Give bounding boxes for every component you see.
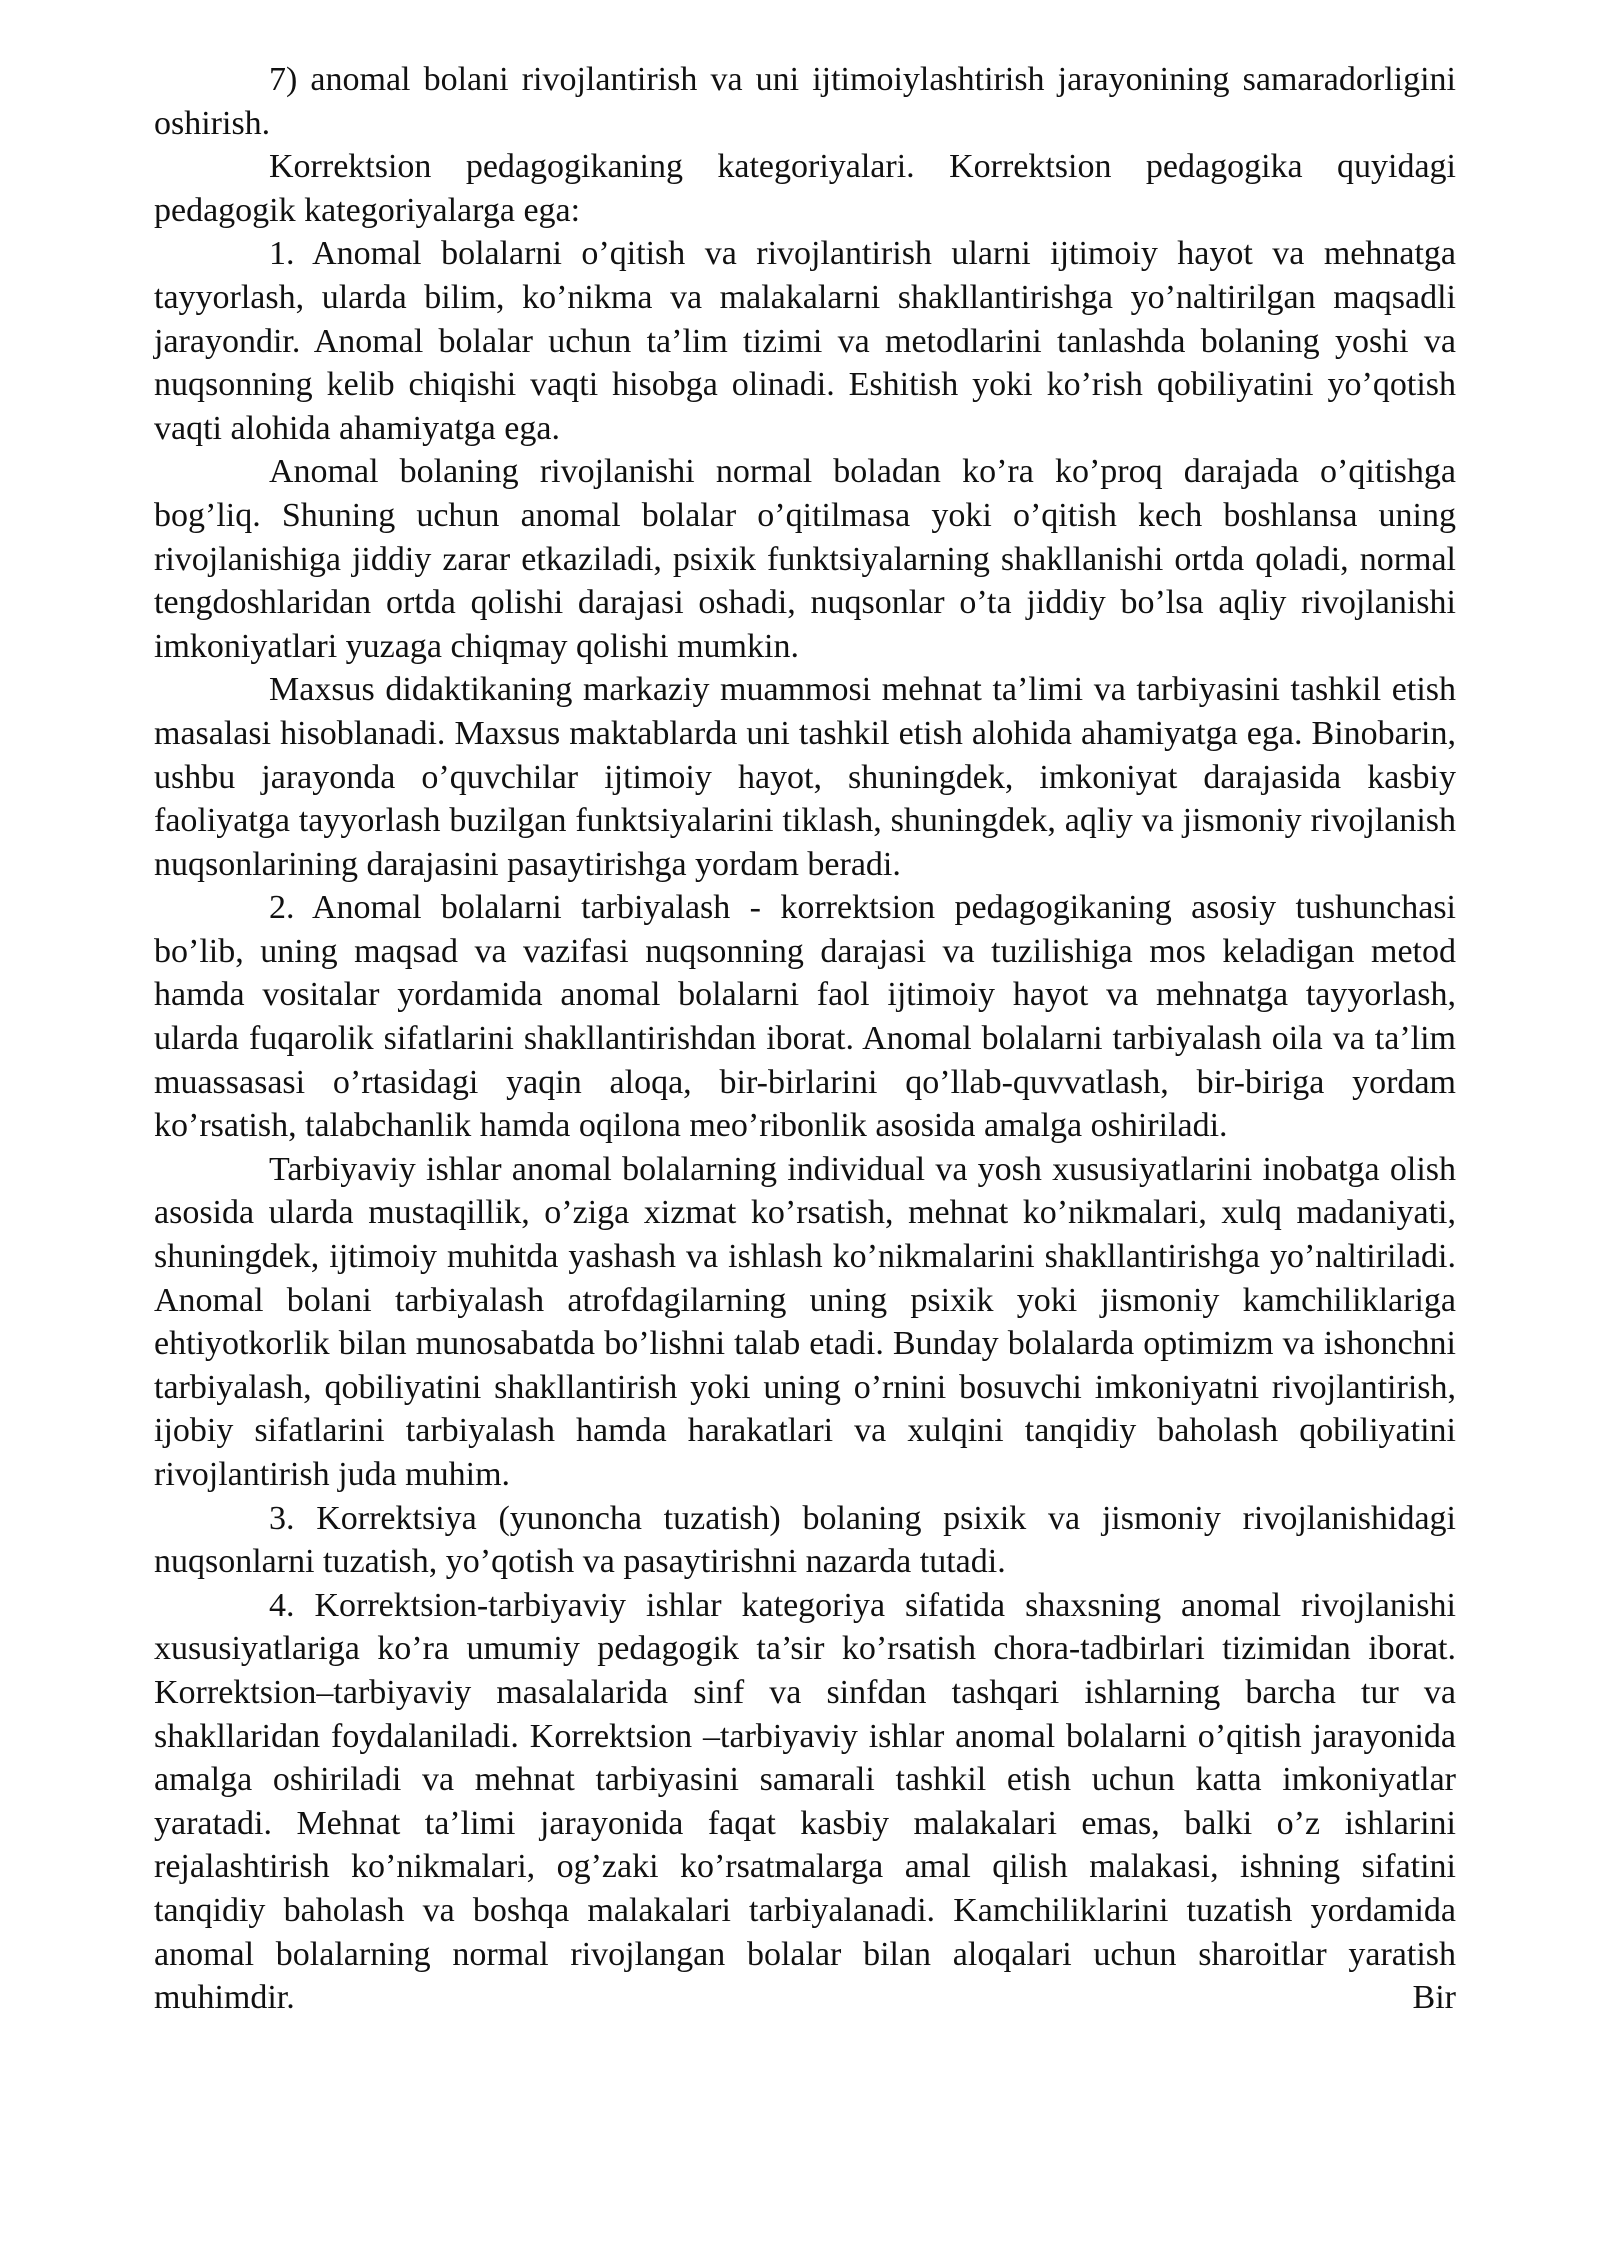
paragraph-development: Anomal bolaning rivojlanishi normal boladan ko’ra ko’proq darajada o’qitishga bog’liq. Shuning uchun anomal bolalar o’qitilmasa yoki o’qitish kech boshlansa uning rivojlanishiga jiddiy zarar etkaziladi, psixik funktsiyalarning shakllanishi ortda qoladi, normal tengdoshlaridan ortda qolishi darajasi oshadi, nuqsonlar o’ta jiddiy bo’lsa aqliy rivojlanishi imkoniyatlari yuzaga chiqmay qolishi mumkin. [154,453,1456,665]
paragraph-special-didactics: Maxsus didaktikaning markaziy muammosi mehnat ta’limi va tarbiyasini tashkil etish masalasi hisoblanadi. Maxsus maktablarda uni tashkil etish alohida ahamiyatga ega. Binobarin, ushbu jarayonda o’quvchilar ijtimoiy hayot, shuningdek, imkoniyat darajasida kasbiy faoliyatga tayyorlash buzilgan funktsiyalarini tiklash, shuningdek, aqliy va jismoniy rivojlanish nuqsonlarining darajasini pasaytirishga yordam beradi. [154,671,1456,883]
paragraph-category-1: 1. Anomal bolalarni o’qitish va rivojlantirish ularni ijtimoiy hayot va mehnatga tayyorlash, ularda bilim, ko’nikma va malakalarni shakllantirishga yo’naltirilgan maqsadli jarayondir. Anomal bolalar uchun ta’lim tizimi va metodlarini tanlashda bolaning yoshi va nuqsonning kelib chiqishi vaqti hisobga olinadi. Eshitish yoki ko’rish qobiliyatini yo’qotish vaqti alohida ahamiyatga ega. [154,235,1456,447]
paragraph-category-2: 2. Anomal bolalarni tarbiyalash - korrektsion pedagogikaning asosiy tushunchasi bo’lib, uning maqsad va vazifasi nuqsonning darajasi va tuzilishiga mos keladigan metod hamda vositalar yordamida anomal bolalarni faol ijtimoiy hayot va mehnatga tayyorlash, ularda fuqarolik sifatlarini shakllantirishdan iborat. Anomal bolalarni tarbiyalash oila va ta’lim muassasasi o’rtasidagi yaqin aloqa, bir-birlarini qo’llab-quvvatlash, bir-biriga yordam ko’rsatish, talabchanlik hamda oqilona meo’ribonlik asosida amalga oshiriladi. [154,889,1456,1145]
paragraph-educational-work: Tarbiyaviy ishlar anomal bolalarning individual va yosh xususiyatlarini inobatga olish asosida ularda mustaqillik, o’ziga xizmat ko’rsatish, mehnat ko’nikmalari, xulq madaniyati, shuningdek, ijtimoiy muhitda yashash va ishlash ko’nikmalarini shakllantirishga yo’naltiriladi. Anomal bolani tarbiyalash atrofdagilarning uning psixik yoki jismoniy kamchiliklariga ehtiyotkorlik bilan munosabatda bo’lishni talab etadi. Bunday bolalarda optimizm va ishonchni tarbiyalash, qobiliyatini shakllantirish yoki uning o’rnini bosuvchi imkoniyatni rivojlantirish, ijobiy sifatlarini tarbiyalash hamda harakatlari va xulqini tanqidiy baholash qobiliyatini rivojlantirish juda muhim. [154,1150,1456,1493]
paragraph-category-3: 3. Korrektsiya (yunoncha tuzatish) bolaning psixik va jismoniy rivojlanishidagi nuqsonlarni tuzatish, yo’qotish va pasaytirishni nazarda tutadi. [154,1499,1456,1581]
paragraph-goal-7: 7) anomal bolani rivojlantirish va uni ijtimoiylashtirish jarayonining samaradorligini oshirish. [154,61,1456,142]
document-page [154,58,1456,2020]
paragraph-categories-intro: Korrektsion pedagogikaning kategoriyalari. Korrektsion pedagogika quyidagi pedagogik kategoriyalarga ega: [154,148,1456,229]
paragraph-category-4: 4. Korrektsion-tarbiyaviy ishlar kategoriya sifatida shaxsning anomal rivojlanishi xususiyatlariga ko’ra umumiy pedagogik ta’sir ko’rsatish chora-tadbirlari tizimidan iborat. Korrektsion–tarbiyaviy masalalarida sinf va sinfdan tashqari ishlarning barcha tur va shakllaridan foydalaniladi. Korrektsion –tarbiyaviy ishlar anomal bolalarni o’qitish jarayonida amalga oshiriladi va mehnat tarbiyasini samarali tashkil etish uchun katta imkoniyatlar yaratadi. Mehnat ta’limi jarayonida faqat kasbiy malakalari emas, balki o’z ishlarini rejalashtirish ko’nikmalari, og’zaki ko’rsatmalarga amal qilish malakasi, ishning sifatini tanqidiy baholash va boshqa malakalari tarbiyalanadi. Kamchiliklarini tuzatish yordamida anomal bolalarning normal rivojlangan bolalar bilan aloqalari uchun sharoitlar yaratish muhimdir. Bir [154,1586,1456,2017]
